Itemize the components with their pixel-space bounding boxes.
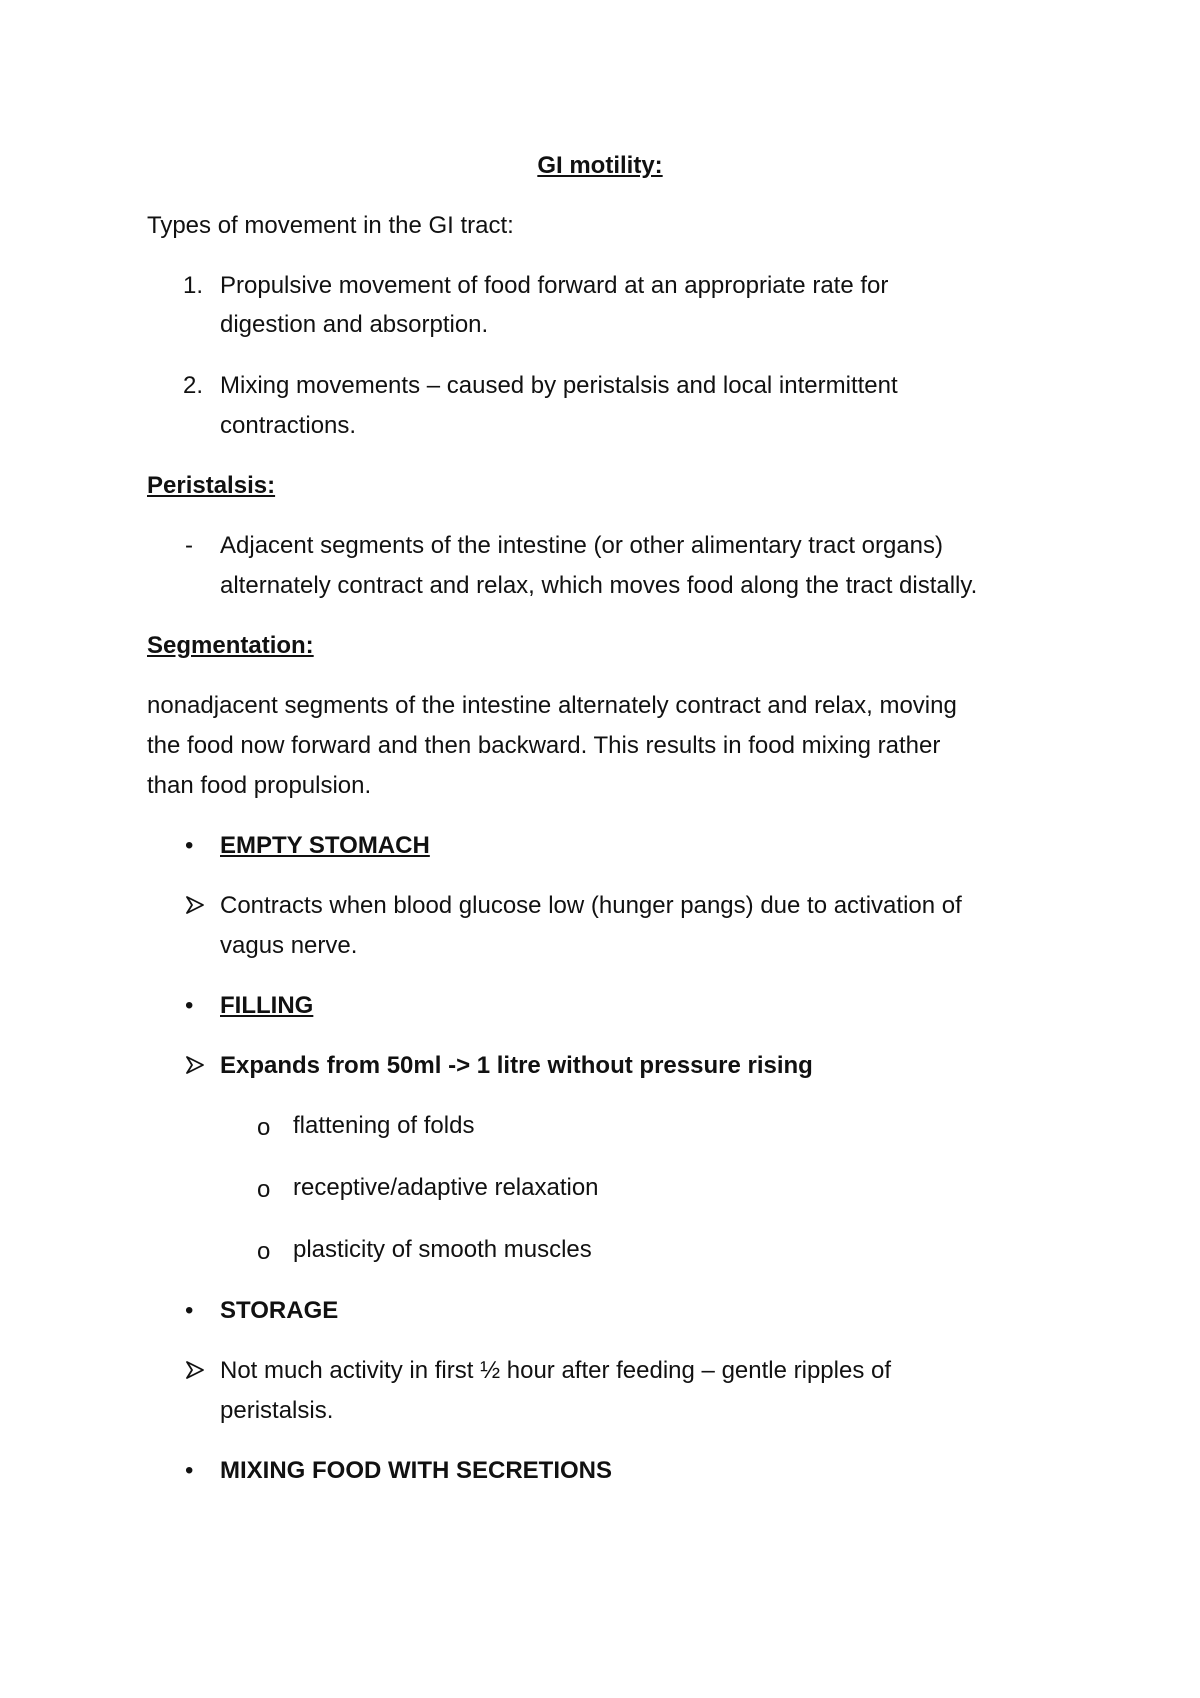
empty-stomach-line-2: vagus nerve. xyxy=(220,932,358,959)
storage-line-2: peristalsis. xyxy=(220,1397,334,1424)
arrow-bullet-icon xyxy=(185,896,205,914)
list-item-1-line-1: Propulsive movement of food forward at an appropriate rate for xyxy=(220,272,889,299)
filling-heading: FILLING xyxy=(220,992,314,1019)
circle-bullet-icon: o xyxy=(257,1114,271,1141)
circle-bullet-icon: o xyxy=(257,1176,271,1203)
round-bullet-icon: • xyxy=(185,992,194,1019)
filling-sub-item: flattening of folds xyxy=(293,1112,475,1139)
segmentation-line-3: than food propulsion. xyxy=(147,772,372,799)
list-item-2-line-1: Mixing movements – caused by peristalsis and local intermittent xyxy=(220,372,898,399)
list-item-2-line-2: contractions. xyxy=(220,412,357,439)
intro-text: Types of movement in the GI tract: xyxy=(147,212,514,239)
empty-stomach-heading: EMPTY STOMACH xyxy=(220,832,430,859)
empty-stomach-line-1: Contracts when blood glucose low (hunger pangs) due to activation of xyxy=(220,892,962,919)
peristalsis-line-1: Adjacent segments of the intestine (or other alimentary tract organs) xyxy=(220,532,944,559)
list-item-1-line-2: digestion and absorption. xyxy=(220,311,489,338)
page-title: GI motility: xyxy=(537,152,663,179)
segmentation-line-2: the food now forward and then backward. This results in food mixing rather xyxy=(147,732,941,759)
arrow-bullet-icon xyxy=(185,1056,205,1074)
filling-sub-item: receptive/adaptive relaxation xyxy=(293,1174,599,1201)
filling-sub-item: plasticity of smooth muscles xyxy=(293,1236,592,1263)
storage-heading: STORAGE xyxy=(220,1297,339,1324)
arrow-bullet-icon xyxy=(185,1361,205,1379)
list-number-2: 2. xyxy=(183,372,204,399)
dash-marker: - xyxy=(185,532,193,559)
segmentation-line-1: nonadjacent segments of the intestine alternately contract and relax, moving xyxy=(147,692,957,719)
round-bullet-icon: • xyxy=(185,1457,194,1484)
list-number-1: 1. xyxy=(183,272,204,299)
mixing-heading: MIXING FOOD WITH SECRETIONS xyxy=(220,1457,613,1484)
peristalsis-heading: Peristalsis: xyxy=(147,472,276,499)
storage-line-1: Not much activity in first ½ hour after feeding – gentle ripples of xyxy=(220,1357,892,1384)
round-bullet-icon: • xyxy=(185,1297,194,1324)
peristalsis-line-2: alternately contract and relax, which moves food along the tract distally. xyxy=(220,572,978,599)
filling-arrow-text: Expands from 50ml -> 1 litre without pressure rising xyxy=(220,1052,813,1079)
segmentation-heading: Segmentation: xyxy=(147,632,314,659)
round-bullet-icon: • xyxy=(185,832,194,859)
circle-bullet-icon: o xyxy=(257,1238,271,1265)
